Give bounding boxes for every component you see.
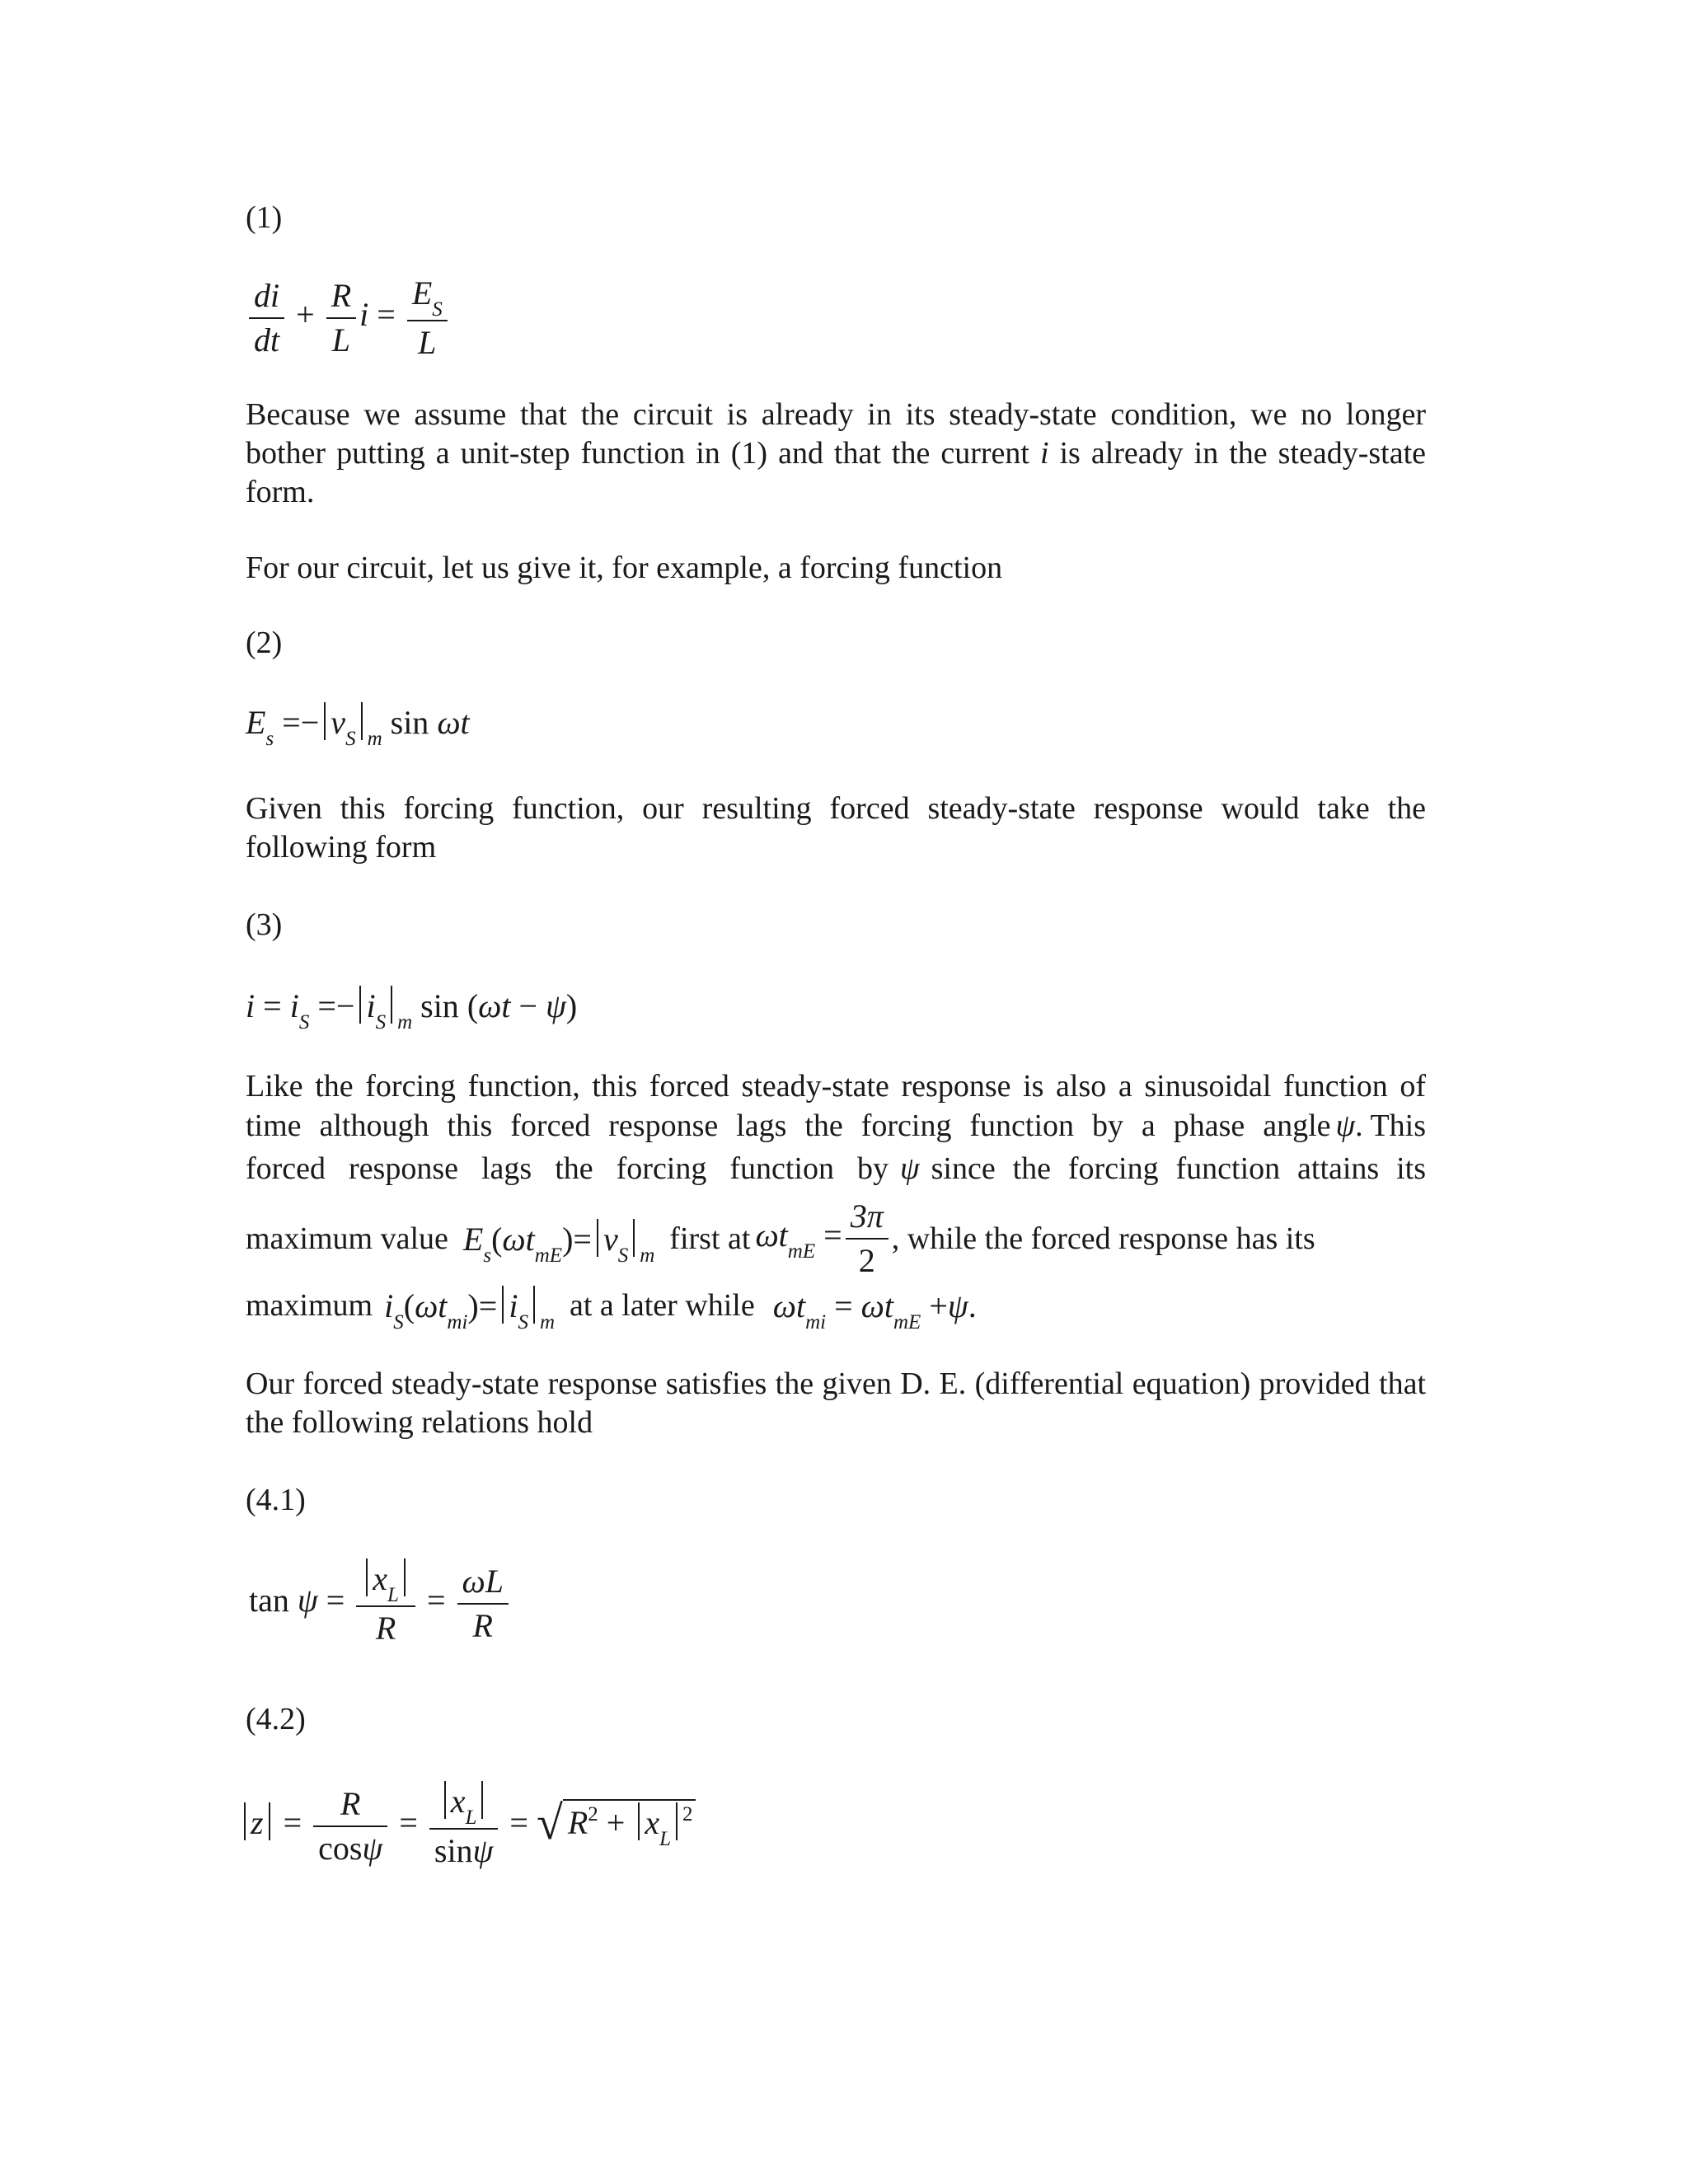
fraction-xl-sinpsi: $\frac{x_L}{\sin\psi}$ [429,1780,499,1872]
inline-math-wtme: $\omega t_{mE}$ = $\frac{3\pi}{2}$ [755,1195,891,1282]
paragraph-steady-state: Because we assume that the circuit is already in its steady-state condition, we no longer bother putting a unit-step function in (1) and that the current i is already in the steady-state form. [246,397,1426,509]
inline-math-es-max: $E_s(\omega t_{mE})= v_S$ $_m$ [462,1221,655,1267]
fraction-r-l: $\frac{R}{L}$ [326,274,356,362]
fraction-es-l: $\frac{E_S}{L}$ [407,272,448,364]
abs-bar [481,1781,483,1819]
equation-label-4-2: (4.2) [246,1702,306,1736]
abs-bar [366,1558,368,1596]
abs-bar [244,1802,246,1840]
equation-4-1: tan ψ = $\frac{x_L}{R}$ = $\frac{\omega L}{R}$ [249,1558,512,1650]
equation-1: $\frac{di}{dt}$ + $\frac{R}{L}$ i = $\frac{E_S}{L}$ [246,272,451,364]
equation-label-1: (1) [246,200,283,235]
abs-bar [404,1558,406,1596]
fraction-xl-r: $\frac{x_L}{R}$ [356,1558,415,1650]
paragraph-relations: Our forced steady-state response satisfies the given D. E. (differential equation) provided that the following relations hold [246,1366,1426,1440]
paragraph-4-line-2: time although this forced response lags the forcing function by a phase angle ψ . This [246,1108,1426,1143]
inline-math-wtmi: $\omega t_{mi} = \omega t_{mE} +\psi$. [772,1286,977,1333]
abs-bar [676,1802,678,1840]
equation-label-3: (3) [246,907,283,942]
square-root-icon: √ [536,1796,563,1850]
abs-bar [324,702,326,740]
abs-bar [638,1802,640,1840]
abs-bar [359,986,361,1024]
paragraph-4-line-3: forced response lags the forcing function by ψ since the forcing function attains its [246,1151,1426,1186]
equation-2: $E_s =- v_S$ $_m$ sin ωt [246,704,470,750]
abs-bar [597,1219,598,1257]
abs-bar [502,1286,504,1324]
abs-bar [361,702,363,740]
paragraph-4-line-4: maximum value $E_s(\omega t_{mE})= v_S$ $_m$ first at $\omega t_{mE}$ = $\frac{3\pi}{2}$ , while the forced response has its [246,1195,1426,1282]
equation-3: $i = i_S =- i_S$ $_m$ sin (ωt − ψ) [246,987,578,1033]
fraction-r-cospsi: $\frac{R}{\cos\psi}$ [313,1783,387,1870]
equation-label-2: (2) [246,626,283,660]
abs-bar [391,986,392,1024]
paragraph-4-line-1: Like the forcing function, this forced steady-state response is also a sinusoidal function of [246,1069,1426,1104]
abs-bar [533,1286,535,1324]
fraction-3pi-2: $\frac{3\pi}{2}$ [846,1195,889,1282]
fraction-di-dt: $\frac{di}{dt}$ [249,274,284,362]
paragraph-forcing-function: For our circuit, let us give it, for example, a forcing function [246,551,1003,585]
equation-4-2: z = $\frac{R}{\cos\psi}$ = $\frac{x_L}{\sin\psi}$ = √ $R^2 + x_L^2$ [239,1780,696,1872]
radicand: $R^2 + x_L^2$ [563,1799,696,1842]
abs-bar [444,1781,446,1819]
fraction-wl-r: $\frac{\omega L}{R}$ [457,1560,509,1647]
paragraph-4-line-5: maximum $i_S(\omega t_{mi})= i_S$ $_m$ at a later while $\omega t_{mi} = \omega t_{mE} +\psi$. [246,1286,977,1333]
equation-label-4-1: (4.1) [246,1483,306,1517]
paragraph-forced-response: Given this forcing function, our resulting forced steady-state response would take the following form [246,791,1426,865]
inline-math-is-max: $i_S(\omega t_{mi})= i_S$ $_m$ [384,1287,555,1333]
abs-bar [269,1802,270,1840]
abs-bar [633,1219,635,1257]
